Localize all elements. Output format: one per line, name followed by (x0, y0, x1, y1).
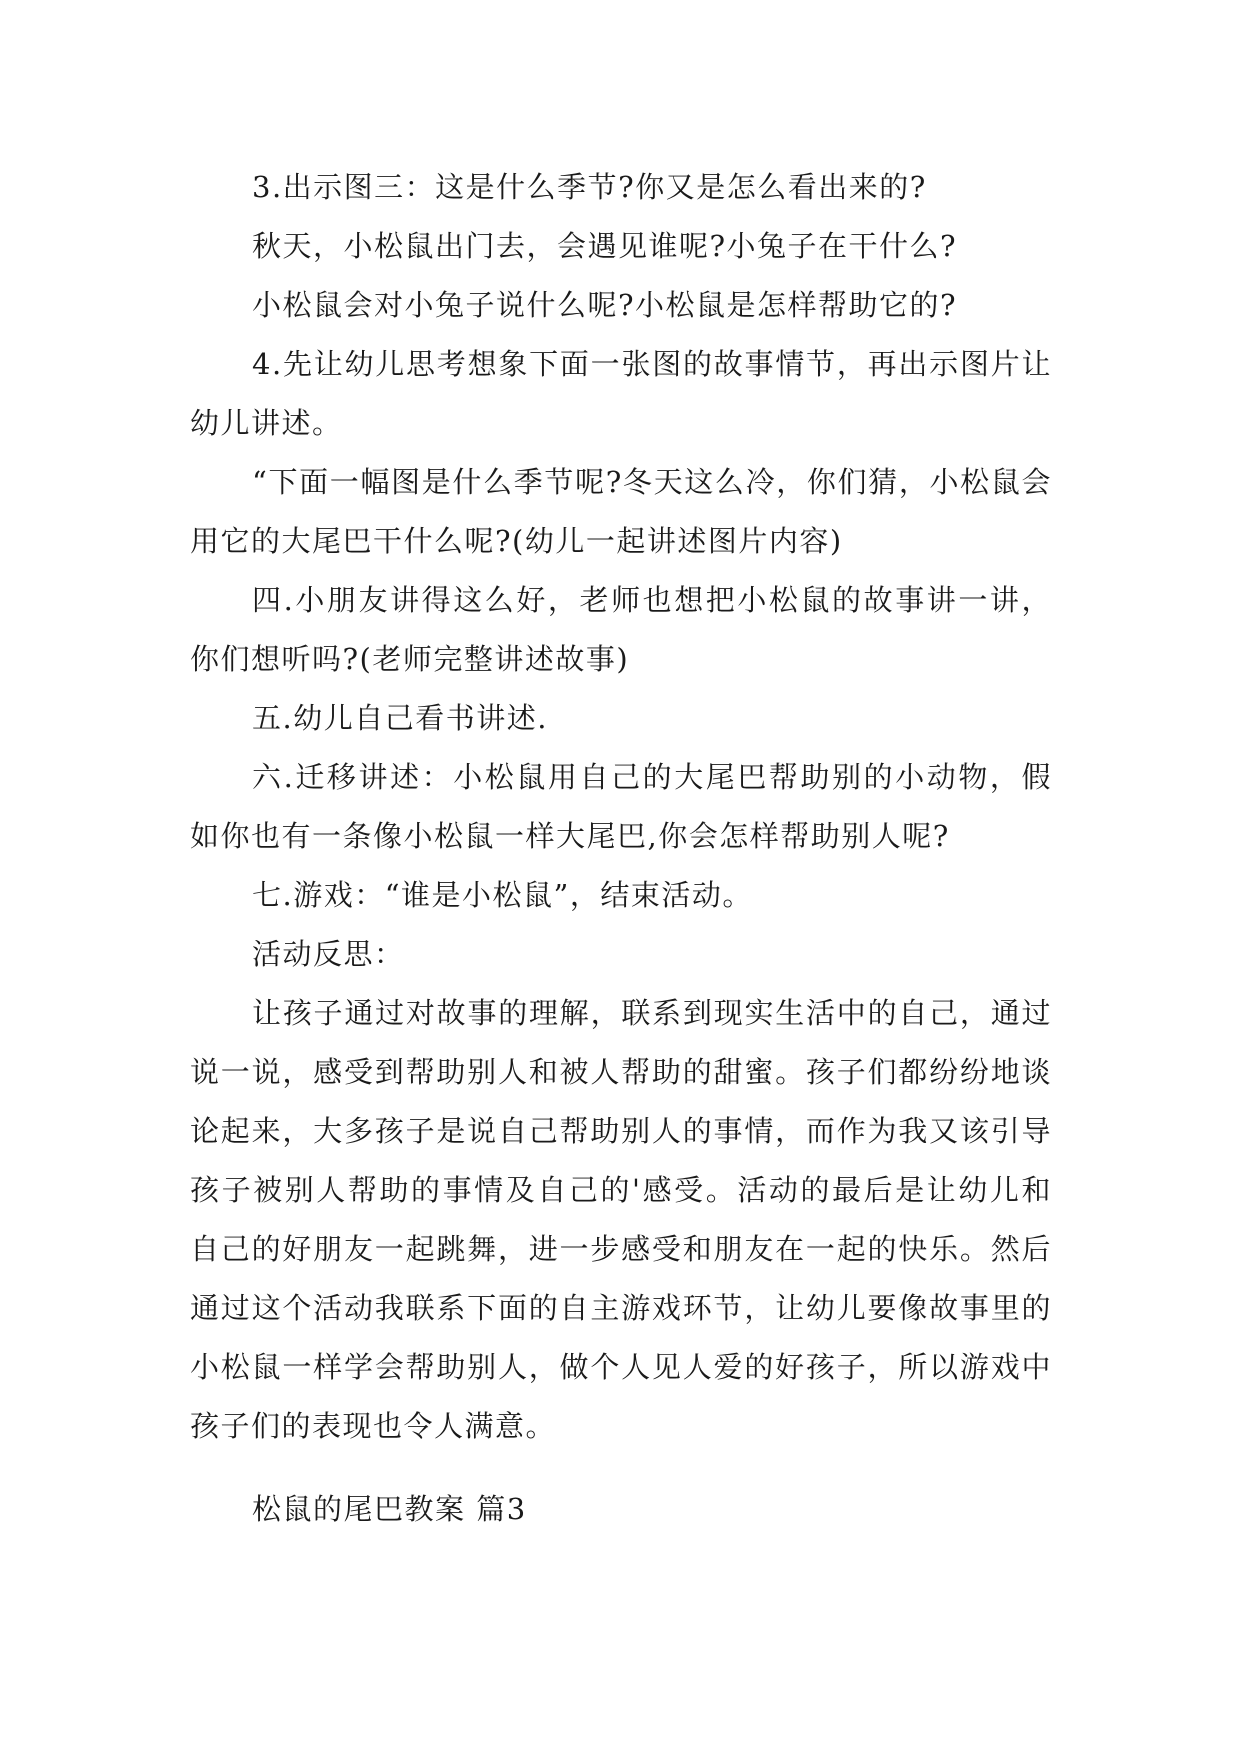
paragraph-step-four-teacher: 四.小朋友讲得这么好，老师也想把小松鼠的故事讲一讲，你们想听吗?(老师完整讲述故事) (190, 583, 1052, 676)
document-body (190, 158, 1052, 1456)
paragraph-winter-question: “下面一幅图是什么季节呢?冬天这么冷，你们猜，小松鼠会用它的大尾巴干什么呢?(幼儿一起讲述图片内容) (190, 465, 1052, 558)
paragraph-autumn-question: 秋天，小松鼠出门去，会遇见谁呢?小兔子在干什么? (252, 229, 958, 263)
paragraph-step-five: 五.幼儿自己看书讲述. (252, 701, 548, 735)
paragraph-step-seven: 七.游戏：“谁是小松鼠”，结束活动。 (252, 878, 753, 912)
section-heading: 松鼠的尾巴教案 篇3 (252, 1492, 527, 1526)
paragraph-step-3: 3.出示图三：这是什么季节?你又是怎么看出来的? (252, 170, 927, 204)
paragraph-squirrel-help: 小松鼠会对小兔子说什么呢?小松鼠是怎样帮助它的? (252, 288, 958, 322)
paragraph-step-six: 六.迁移讲述：小松鼠用自己的大尾巴帮助别的小动物，假如你也有一条像小松鼠一样大尾巴,你会怎样帮助别人呢? (190, 760, 1052, 853)
paragraph-reflection-label: 活动反思： (252, 937, 405, 971)
paragraph-reflection-body: 让孩子通过对故事的理解，联系到现实生活中的自己，通过说一说，感受到帮助别人和被人帮助的甜蜜。孩子们都纷纷地谈论起来，大多孩子是说自己帮助别人的事情，而作为我又该引导孩子被别人帮助的事情及自己的'感受。活动的最后是让幼儿和自己的好朋友一起跳舞，进一步感受和朋友在一起的快乐。然后通过这个活动我联系下面的自主游戏环节，让幼儿要像故事里的小松鼠一样学会帮助别人，做个人见人爱的好孩子，所以游戏中孩子们的表现也令人满意。 (190, 996, 1052, 1443)
paragraph-step-4: 4.先让幼儿思考想象下面一张图的故事情节，再出示图片让幼儿讲述。 (190, 347, 1052, 440)
